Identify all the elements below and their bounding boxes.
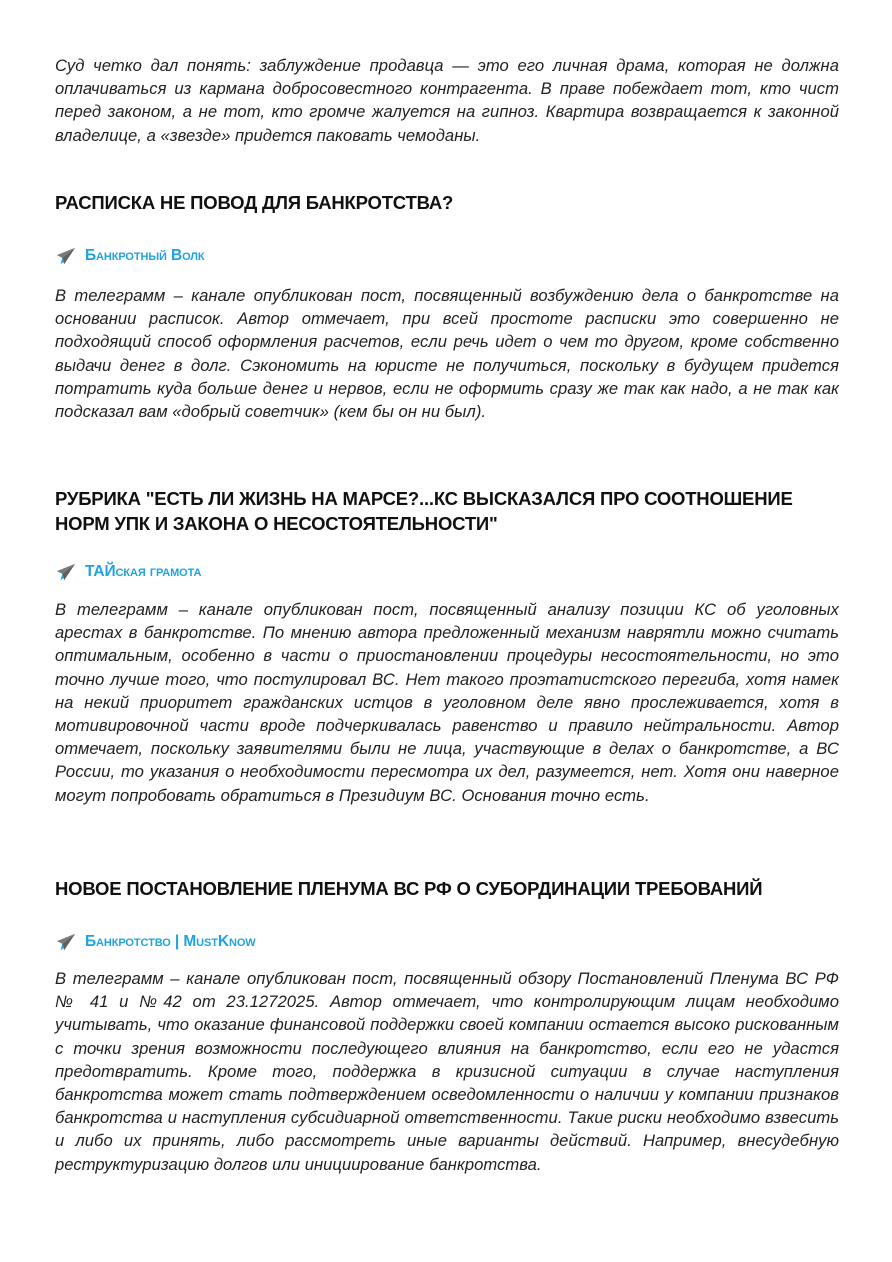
source-link-3[interactable] bbox=[55, 930, 256, 954]
section-body-2: В телеграмм – канале опубликован пост, посвященный анализу позиции КС об уголовных арестах в банкротстве. По мнению автора предложенный механизм наврятли можно считать оптимальным, особенно в части о приостановлении процедуры несостоятельности, но это точно лучше того, что постулировал ВС. Нет такого проэтатистского перегиба, хотя намек на некий приоритет гражданских истцов в уголовном деле явно прослеживается, хотя в мотивировочной части вроде подчеркивалась равенство и правило нейтральности. Автор отмечает, поскольку заявителями были не лица, участвующие в делах о банкротстве, а ВС России, то указания о необходимости пересмотра их дел, разумеется, нет. Хотя они наверное могут попробовать обратиться в Президиум ВС. Основания точно есть. bbox=[55, 600, 839, 805]
section-heading-1: РАСПИСКА НЕ ПОВОД ДЛЯ БАНКРОТСТВА? bbox=[55, 192, 454, 213]
section-body-3: В телеграмм – канале опубликован пост, посвященный обзору Постановлений Пленума ВС РФ № 41 и №42 от 23.1272025. Автор отмечает, что контролирующим лицам необходимо учитывать, что оказание финансовой поддержки своей компании остается высоко рискованным с точки зрения возможности последующего влияния на банкротство, если его не удастся предотвратить. Кроме того, поддержка в кризисной ситуации в случае наступления банкротства может стать подтверждением осведомленности о наличии у компании признаков банкротства и наступления субсидиарной ответственности. Такие риски необходимо взвесить и либо их принять, либо рассмотреть иные варианты действий. Например, внесудебную реструктуризацию долгов или инициирование банкротства. bbox=[55, 969, 839, 1174]
source-channel-name: Банкротство | MustKnow bbox=[85, 933, 256, 950]
source-link-2[interactable] bbox=[55, 560, 201, 584]
source-channel-name: Банкротный Волк bbox=[85, 247, 205, 264]
telegram-paper-plane-icon bbox=[55, 245, 77, 267]
telegram-paper-plane-icon bbox=[55, 931, 77, 953]
source-link-1[interactable] bbox=[55, 244, 205, 268]
section-heading-3: НОВОЕ ПОСТАНОВЛЕНИЕ ПЛЕНУМА ВС РФ О СУБОРДИНАЦИИ ТРЕБОВАНИЙ bbox=[55, 878, 763, 899]
source-channel-name: ТАЙская грамота bbox=[85, 563, 202, 580]
intro-paragraph: Суд четко дал понять: заблуждение продавца — это его личная драма, которая не должна оплачиваться из кармана добросовестного контрагента. В праве побеждает тот, кто чист перед законом, а не тот, кто громче жалуется на гипноз. Квартира возвращается к законной владелице, а «звезде» придется паковать чемоданы. bbox=[55, 56, 839, 145]
telegram-paper-plane-icon bbox=[55, 561, 77, 583]
section-heading-2: РУБРИКА "ЕСТЬ ЛИ ЖИЗНЬ НА МАРСЕ?...КС ВЫСКАЗАЛСЯ ПРО СООТНОШЕНИЕ НОРМ УПК И ЗАКОНА О НЕСОСТОЯТЕЛЬНОСТИ" bbox=[55, 488, 793, 534]
section-body-1: В телеграмм – канале опубликован пост, посвященный возбуждению дела о банкротстве на основании расписок. Автор отмечает, при всей простоте расписки это совершенно не подходящий способ оформления расчетов, если речь идет о чем то другом, кроме собственно выдачи денег в долг. Сэкономить на юристе не получиться, поскольку в будущем придется потратить куда больше денег и нервов, если не оформить сразу же так как надо, а не так как подсказал вам «добрый советчик» (кем бы он ни был). bbox=[55, 286, 839, 422]
